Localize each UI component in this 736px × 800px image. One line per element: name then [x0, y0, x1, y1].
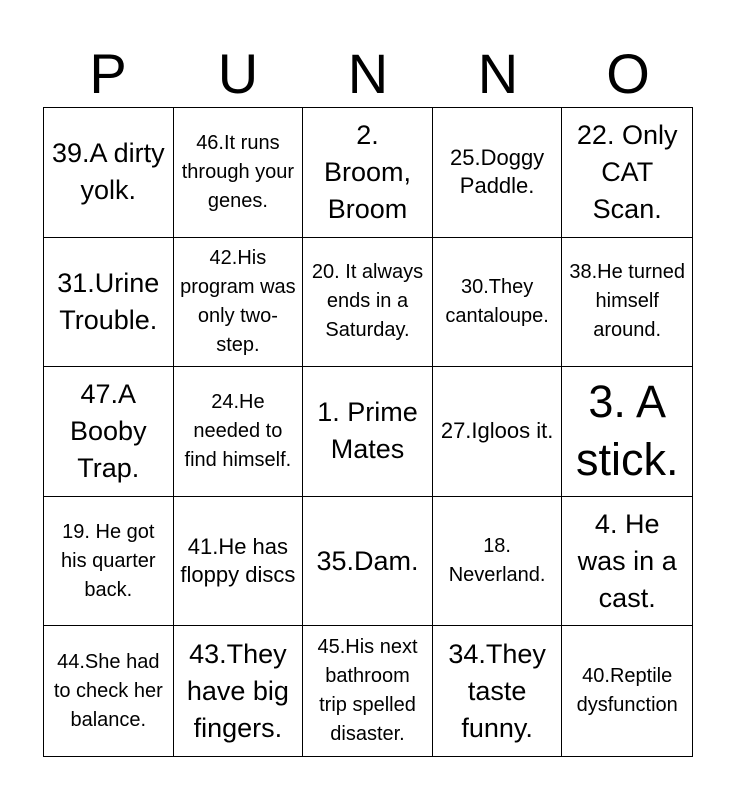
- bingo-cell[interactable]: [433, 367, 563, 497]
- bingo-cell[interactable]: [44, 497, 174, 627]
- bingo-cell[interactable]: [44, 626, 174, 756]
- bingo-cell[interactable]: [174, 108, 304, 238]
- bingo-cell[interactable]: [562, 626, 692, 756]
- cell-text: 34.They taste funny.: [448, 638, 546, 743]
- cell-text: 19. He got his quarter back.: [61, 520, 156, 601]
- cell-text: 2. Broom, Broom: [323, 119, 411, 224]
- cell-text: 4. He was in a cast.: [577, 508, 677, 613]
- header-letter-n: N: [347, 42, 389, 105]
- bingo-cell[interactable]: [44, 238, 174, 368]
- bingo-cell[interactable]: [562, 497, 692, 627]
- cell-text: 27.Igloos it.: [440, 418, 554, 444]
- header-letter-p: P: [89, 42, 127, 105]
- bingo-cell[interactable]: [433, 108, 563, 238]
- header-letter-u: U: [217, 42, 259, 105]
- header-letter-o: O: [606, 42, 650, 105]
- bingo-cell[interactable]: [174, 238, 304, 368]
- bingo-cell[interactable]: [562, 367, 692, 497]
- cell-text: 44.She had to check her balance.: [53, 650, 163, 731]
- cell-text: 30.They cantaloupe.: [445, 275, 549, 327]
- bingo-cell[interactable]: [174, 367, 304, 497]
- bingo-cell[interactable]: [174, 497, 304, 627]
- bingo-cell[interactable]: [303, 238, 433, 368]
- bingo-cell[interactable]: [174, 626, 304, 756]
- cell-text: 25.Doggy Paddle.: [450, 145, 545, 199]
- cell-text: 46.It runs through your genes.: [181, 131, 295, 212]
- cell-text: 42.His program was only two-step.: [180, 246, 296, 356]
- bingo-cell[interactable]: [562, 238, 692, 368]
- bingo-cell[interactable]: [44, 108, 174, 238]
- bingo-cell[interactable]: [303, 108, 433, 238]
- header-letter-n-second: N: [477, 42, 519, 105]
- cell-text: 35.Dam.: [316, 545, 419, 576]
- cell-text: 39.A dirty yolk.: [52, 138, 165, 206]
- bingo-cell[interactable]: [562, 108, 692, 238]
- cell-text: 47.A Booby Trap.: [70, 378, 147, 483]
- cell-text: 3. A stick.: [575, 376, 679, 486]
- bingo-cell[interactable]: [303, 626, 433, 756]
- bingo-cell[interactable]: [433, 626, 563, 756]
- cell-text: 22. Only CAT Scan.: [576, 119, 678, 224]
- cell-text: 18. Neverland.: [448, 535, 546, 587]
- cell-text: 43.They have big fingers.: [186, 638, 289, 743]
- cell-text: 31.Urine Trouble.: [57, 267, 160, 335]
- bingo-cell[interactable]: [433, 497, 563, 627]
- cell-text: 41.He has floppy discs: [180, 534, 296, 588]
- bingo-cell[interactable]: [433, 238, 563, 368]
- cell-text: 38.He turned himself around.: [569, 261, 686, 342]
- cell-text: 24.He needed to find himself.: [184, 390, 292, 471]
- bingo-cell[interactable]: [44, 367, 174, 497]
- cell-text: 20. It always ends in a Saturday.: [311, 261, 424, 342]
- cell-text: 1. Prime Mates: [317, 397, 418, 465]
- bingo-cell[interactable]: [303, 367, 433, 497]
- cell-text: 45.His next bathroom trip spelled disaster.: [317, 636, 418, 746]
- bingo-board: [43, 107, 693, 757]
- bingo-cell[interactable]: [303, 497, 433, 627]
- bingo-header: [43, 40, 693, 108]
- cell-text: 40.Reptile dysfunction: [576, 665, 678, 717]
